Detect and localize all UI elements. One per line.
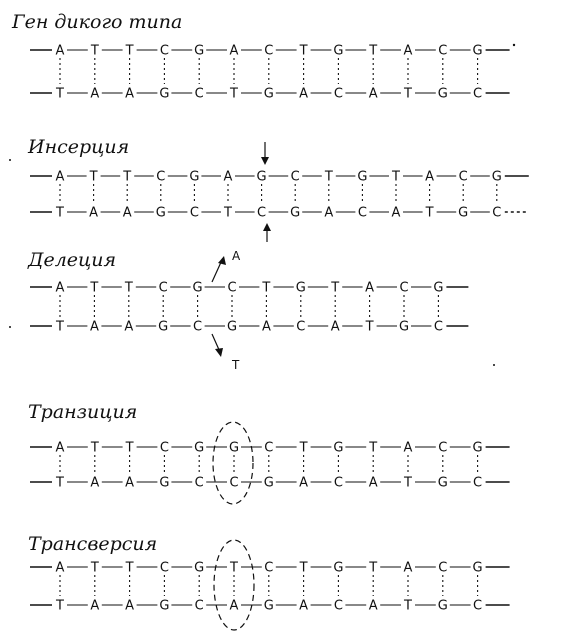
transversion-top-base: T <box>125 560 134 576</box>
transversion-duplex <box>30 561 510 614</box>
panel-label-transition: Транзиция <box>28 401 138 423</box>
insertion-bottom-base: G <box>458 205 469 221</box>
transition-bottom-base: C <box>473 475 483 491</box>
transversion-bottom-base: C <box>194 598 204 614</box>
deletion-bottom-base: G <box>226 319 238 335</box>
insertion-bottom-base: T <box>56 205 64 221</box>
transition-top-base: T <box>299 440 308 456</box>
insertion-top-base: A <box>223 169 233 185</box>
transversion-top-base: G <box>472 560 483 576</box>
transversion-top-base: C <box>438 560 448 576</box>
deletion-top-base: G <box>295 280 306 296</box>
transition-top-base: T <box>90 440 99 456</box>
wild-type-bottom-base: C <box>333 86 343 102</box>
wild-type-bottom-base: T <box>230 86 238 102</box>
insertion-bottom-base: C <box>492 205 502 221</box>
wild-type-top-base: T <box>299 43 308 59</box>
wild-type-top-base: A <box>229 43 239 59</box>
deletion-bottom-base: A <box>261 319 271 335</box>
deletion-bottom-base: C <box>193 319 203 335</box>
insertion-top-base: G <box>189 169 200 185</box>
deleted-base-arrow-bottom <box>212 334 223 357</box>
wild-type-bottom-base: A <box>90 86 100 102</box>
deletion-top-base: C <box>158 280 168 296</box>
transversion-bottom-base: A <box>125 598 135 614</box>
insertion-bottom-base: G <box>290 205 301 221</box>
transition-top-base: G <box>228 440 240 456</box>
wild-type-bottom-base: C <box>194 86 204 102</box>
wild-type-top-base: A <box>403 43 413 59</box>
deletion-top-base: T <box>331 280 340 296</box>
transition-bottom-base: G <box>263 475 274 491</box>
wild-type-bottom-base: G <box>159 86 170 102</box>
transition-bottom-base: A <box>90 475 100 491</box>
transversion-top-base: T <box>230 560 238 576</box>
insertion-top-base: G <box>491 169 502 185</box>
deletion-top-base: A <box>55 280 65 296</box>
speck <box>513 44 515 46</box>
wild-type-bottom-base: T <box>56 86 64 102</box>
insertion-bottom-base: A <box>122 205 132 221</box>
transition-top-base: A <box>55 440 65 456</box>
deleted-base-top: A <box>232 249 241 263</box>
transversion-top-base: A <box>55 560 65 576</box>
wild-type-top-base: G <box>194 43 205 59</box>
insertion-top-base: G <box>256 169 267 185</box>
transversion-bottom-base: C <box>333 598 343 614</box>
wild-type-bottom-base: G <box>437 86 448 102</box>
deletion-bottom-base: C <box>296 319 306 335</box>
insertion-bottom-base: G <box>155 205 166 221</box>
panel-label-wild-type: Ген дикого типа <box>12 11 183 33</box>
insertion-top-base: T <box>123 169 132 185</box>
transition-top-base: A <box>403 440 413 456</box>
transition-bottom-base: C <box>333 475 343 491</box>
transition-bottom-base: G <box>437 475 448 491</box>
transversion-bottom-base: T <box>404 598 412 614</box>
wild-type-bottom-base: A <box>368 86 378 102</box>
transition-bottom-base: C <box>229 475 239 491</box>
wild-type-bottom-base: A <box>299 86 309 102</box>
panel-label-transversion: Трансверсия <box>28 533 158 555</box>
wild-type-top-base: A <box>55 43 65 59</box>
wild-type-top-base: T <box>90 43 99 59</box>
transversion-bottom-base: A <box>299 598 309 614</box>
insertion-site-arrow-top <box>261 142 269 165</box>
transition-top-base: C <box>159 440 169 456</box>
deletion-bottom-base: A <box>330 319 340 335</box>
insertion-top-base: C <box>290 169 300 185</box>
insertion-top-base: A <box>55 169 65 185</box>
transition-top-base: T <box>125 440 134 456</box>
deletion-top-base: T <box>262 280 271 296</box>
deletion-bottom-base: T <box>365 319 374 335</box>
transversion-top-base: T <box>369 560 378 576</box>
deletion-duplex <box>30 281 468 335</box>
transition-bottom-base: C <box>194 475 204 491</box>
insertion-bottom-base: C <box>357 205 367 221</box>
deletion-top-base: G <box>192 280 203 296</box>
wild-type-bottom-base: A <box>125 86 135 102</box>
wild-type-bottom-base: T <box>404 86 412 102</box>
wild-type-top-base: C <box>438 43 448 59</box>
insertion-top-base: C <box>156 169 166 185</box>
wild-type-top-base: G <box>333 43 344 59</box>
transversion-top-base: A <box>403 560 413 576</box>
wild-type-top-base: C <box>264 43 274 59</box>
insertion-bottom-base: T <box>224 205 232 221</box>
deletion-bottom-base: C <box>433 319 443 335</box>
transition-top-base: G <box>333 440 344 456</box>
wild-type-top-base: G <box>472 43 483 59</box>
transversion-bottom-base: C <box>473 598 483 614</box>
transition-bottom-base: A <box>368 475 378 491</box>
transversion-bottom-base: G <box>437 598 448 614</box>
transition-top-base: G <box>194 440 205 456</box>
insertion-site-arrow-bottom <box>263 223 271 242</box>
transversion-bottom-base: A <box>90 598 100 614</box>
insertion-top-base: T <box>89 169 98 185</box>
deleted-base-bottom: T <box>232 358 240 372</box>
transition-bottom-base: G <box>159 475 170 491</box>
speck <box>9 159 11 161</box>
transversion-top-base: C <box>159 560 169 576</box>
wild-type-top-base: T <box>125 43 134 59</box>
transition-top-base: T <box>369 440 378 456</box>
insertion-top-base: A <box>425 169 435 185</box>
deletion-bottom-base: A <box>89 319 99 335</box>
deletion-top-base: C <box>227 280 237 296</box>
deletion-bottom-base: A <box>124 319 134 335</box>
insertion-bottom-base: A <box>89 205 99 221</box>
insertion-duplex <box>30 170 529 221</box>
insertion-top-base: G <box>357 169 368 185</box>
deletion-top-base: C <box>399 280 409 296</box>
transversion-bottom-base: A <box>368 598 378 614</box>
deletion-top-base: G <box>433 280 444 296</box>
transition-bottom-base: T <box>56 475 64 491</box>
transition-top-base: C <box>264 440 274 456</box>
insertion-top-base: T <box>324 169 333 185</box>
transversion-bottom-base: A <box>229 598 239 614</box>
deletion-top-base: T <box>124 280 133 296</box>
transversion-bottom-base: T <box>56 598 64 614</box>
transition-top-base: C <box>438 440 448 456</box>
wild-type-bottom-base: C <box>473 86 483 102</box>
deleted-base-arrow-top <box>212 256 226 282</box>
transition-bottom-base: A <box>299 475 309 491</box>
transition-highlight-ellipse <box>213 422 253 504</box>
wild-type-duplex <box>30 44 510 102</box>
panel-label-deletion: Делеция <box>28 249 117 271</box>
wild-type-top-base: T <box>369 43 378 59</box>
insertion-bottom-base: A <box>391 205 401 221</box>
deletion-top-base: A <box>365 280 375 296</box>
transversion-top-base: G <box>333 560 344 576</box>
insertion-bottom-base: C <box>189 205 199 221</box>
speck <box>493 364 495 366</box>
deletion-top-base: T <box>90 280 99 296</box>
transversion-top-base: C <box>264 560 274 576</box>
transition-top-base: G <box>472 440 483 456</box>
deletion-bottom-base: T <box>56 319 64 335</box>
panel-label-insertion: Инсерция <box>28 136 130 158</box>
speck <box>9 326 11 328</box>
insertion-bottom-base: A <box>324 205 334 221</box>
insertion-top-base: C <box>458 169 468 185</box>
deletion-bottom-base: G <box>398 319 410 335</box>
transversion-top-base: T <box>299 560 308 576</box>
transversion-bottom-base: G <box>159 598 170 614</box>
transversion-top-base: T <box>90 560 99 576</box>
wild-type-bottom-base: G <box>263 86 274 102</box>
insertion-top-base: T <box>392 169 400 185</box>
transversion-top-base: G <box>194 560 205 576</box>
transition-bottom-base: T <box>404 475 412 491</box>
transversion-bottom-base: G <box>263 598 274 614</box>
transition-bottom-base: A <box>125 475 135 491</box>
insertion-bottom-base: C <box>257 205 267 221</box>
transition-duplex <box>30 441 510 491</box>
wild-type-top-base: C <box>159 43 169 59</box>
deletion-bottom-base: G <box>158 319 169 335</box>
insertion-bottom-base: T <box>425 205 434 221</box>
